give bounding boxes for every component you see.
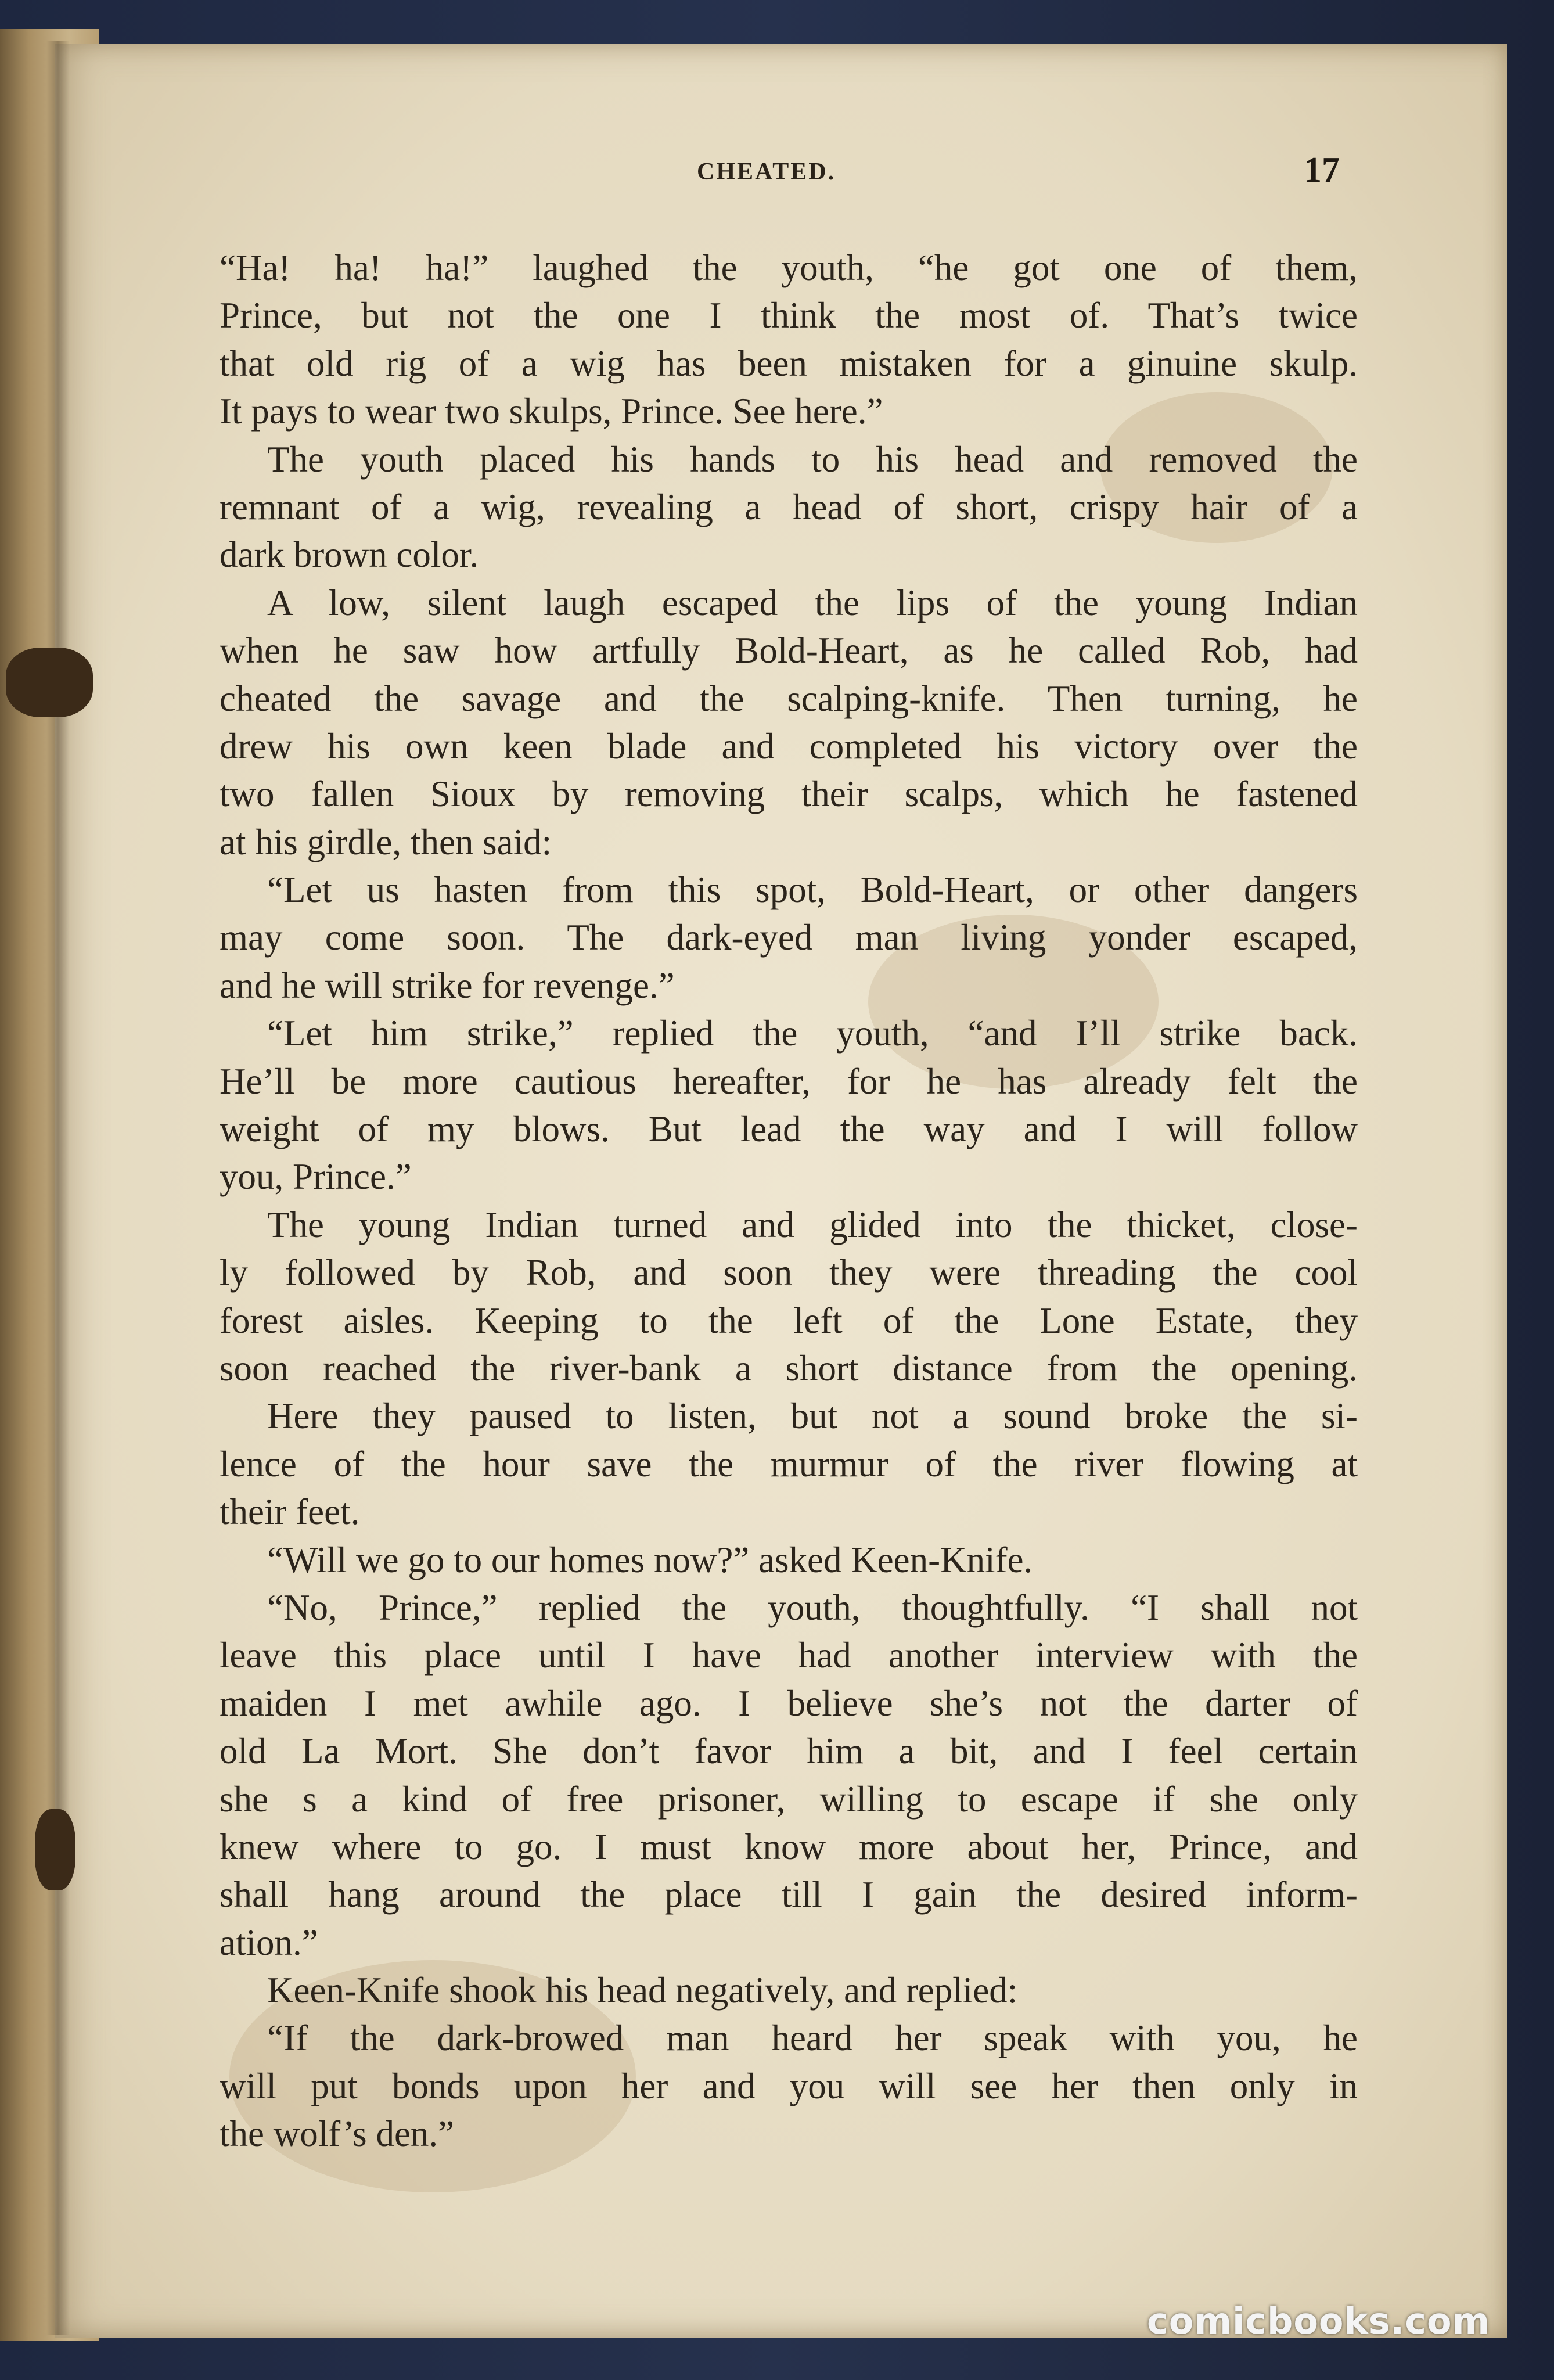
text-line: their feet.	[220, 1491, 360, 1533]
body-text	[220, 244, 1358, 2158]
binding-stitch-hole	[6, 648, 93, 717]
text-line: drew his own keen blade and completed his victory over the	[220, 725, 1358, 767]
text-line: may come soon. The dark-eyed man living yonder escaped,	[220, 917, 1358, 958]
text-line: ation.”	[220, 1922, 318, 1963]
text-line: dark brown color.	[220, 534, 479, 576]
text-line: The youth placed his hands to his head and removed the	[267, 438, 1358, 480]
text-line: leave this place until I have had another interview with the	[220, 1635, 1358, 1676]
text-line: “Let us hasten from this spot, Bold-Heart, or other dangers	[267, 869, 1358, 911]
text-line: old La Mort. She don’t favor him a bit, and I feel certain	[220, 1731, 1358, 1772]
text-line: “Ha! ha! ha!” laughed the youth, “he got one of them,	[220, 247, 1358, 288]
text-line: will put bonds upon her and you will see her then only in	[220, 2065, 1358, 2106]
text-line: Here they paused to listen, but not a sound broke the si-	[267, 1396, 1358, 1437]
text-line: Keen-Knife shook his head negatively, and replied:	[267, 1970, 1018, 2011]
text-line: shall hang around the place till I gain the desired inform-	[220, 1874, 1358, 1915]
text-line: two fallen Sioux by removing their scalps, which he fastened	[220, 774, 1358, 815]
text-line: that old rig of a wig has been mistaken for a ginuine skulp.	[220, 343, 1358, 384]
text-line: when he saw how artfully Bold-Heart, as he called Rob, had	[220, 630, 1358, 671]
text-line: knew where to go. I must know more about her, Prince, and	[220, 1826, 1358, 1867]
text-line: remnant of a wig, revealing a head of short, crispy hair of a	[220, 486, 1358, 527]
text-line: weight of my blows. But lead the way and I will follow	[220, 1109, 1358, 1150]
text-line: maiden I met awhile ago. I believe she’s not the darter of	[220, 1682, 1358, 1724]
text-line: “Let him strike,” replied the youth, “and I’ll strike back.	[267, 1013, 1358, 1054]
text-line: the wolf’s den.”	[220, 2113, 455, 2155]
text-line: ly followed by Rob, and soon they were threading the cool	[220, 1252, 1358, 1293]
spine-shadow	[46, 41, 70, 2335]
text-line: He’ll be more cautious hereafter, for he has already felt the	[220, 1060, 1358, 1102]
text-line: “If the dark-browed man heard her speak with you, he	[267, 2018, 1358, 2059]
running-head: CHEATED.	[697, 159, 836, 185]
text-line: soon reached the river-bank a short distance from the opening.	[220, 1347, 1358, 1389]
text-line: lence of the hour save the murmur of the river flowing at	[220, 1443, 1358, 1484]
text-line: “No, Prince,” replied the youth, thoughtfully. “I shall not	[267, 1587, 1358, 1628]
page-number: 17	[1304, 150, 1340, 190]
site-watermark: comicbooks.com	[1147, 2300, 1491, 2342]
text-line: at his girdle, then said:	[220, 821, 552, 862]
text-line: she s a kind of free prisoner, willing to escape if she only	[220, 1778, 1358, 1820]
text-line: and he will strike for revenge.”	[220, 965, 675, 1006]
text-line: It pays to wear two skulps, Prince. See here.”	[220, 391, 883, 432]
text-line: A low, silent laugh escaped the lips of the young Indian	[267, 582, 1358, 623]
text-line: “Will we go to our homes now?” asked Keen-Knife.	[267, 1539, 1033, 1580]
binding-stitch-hole	[35, 1809, 75, 1890]
text-line: The young Indian turned and glided into the thicket, close-	[267, 1204, 1358, 1245]
text-line: cheated the savage and the scalping-knife. Then turning, he	[220, 678, 1358, 719]
text-line: forest aisles. Keeping to the left of the Lone Estate, they	[220, 1300, 1358, 1341]
text-line: Prince, but not the one I think the most of. That’s twice	[220, 295, 1358, 336]
text-line: you, Prince.”	[220, 1156, 412, 1198]
